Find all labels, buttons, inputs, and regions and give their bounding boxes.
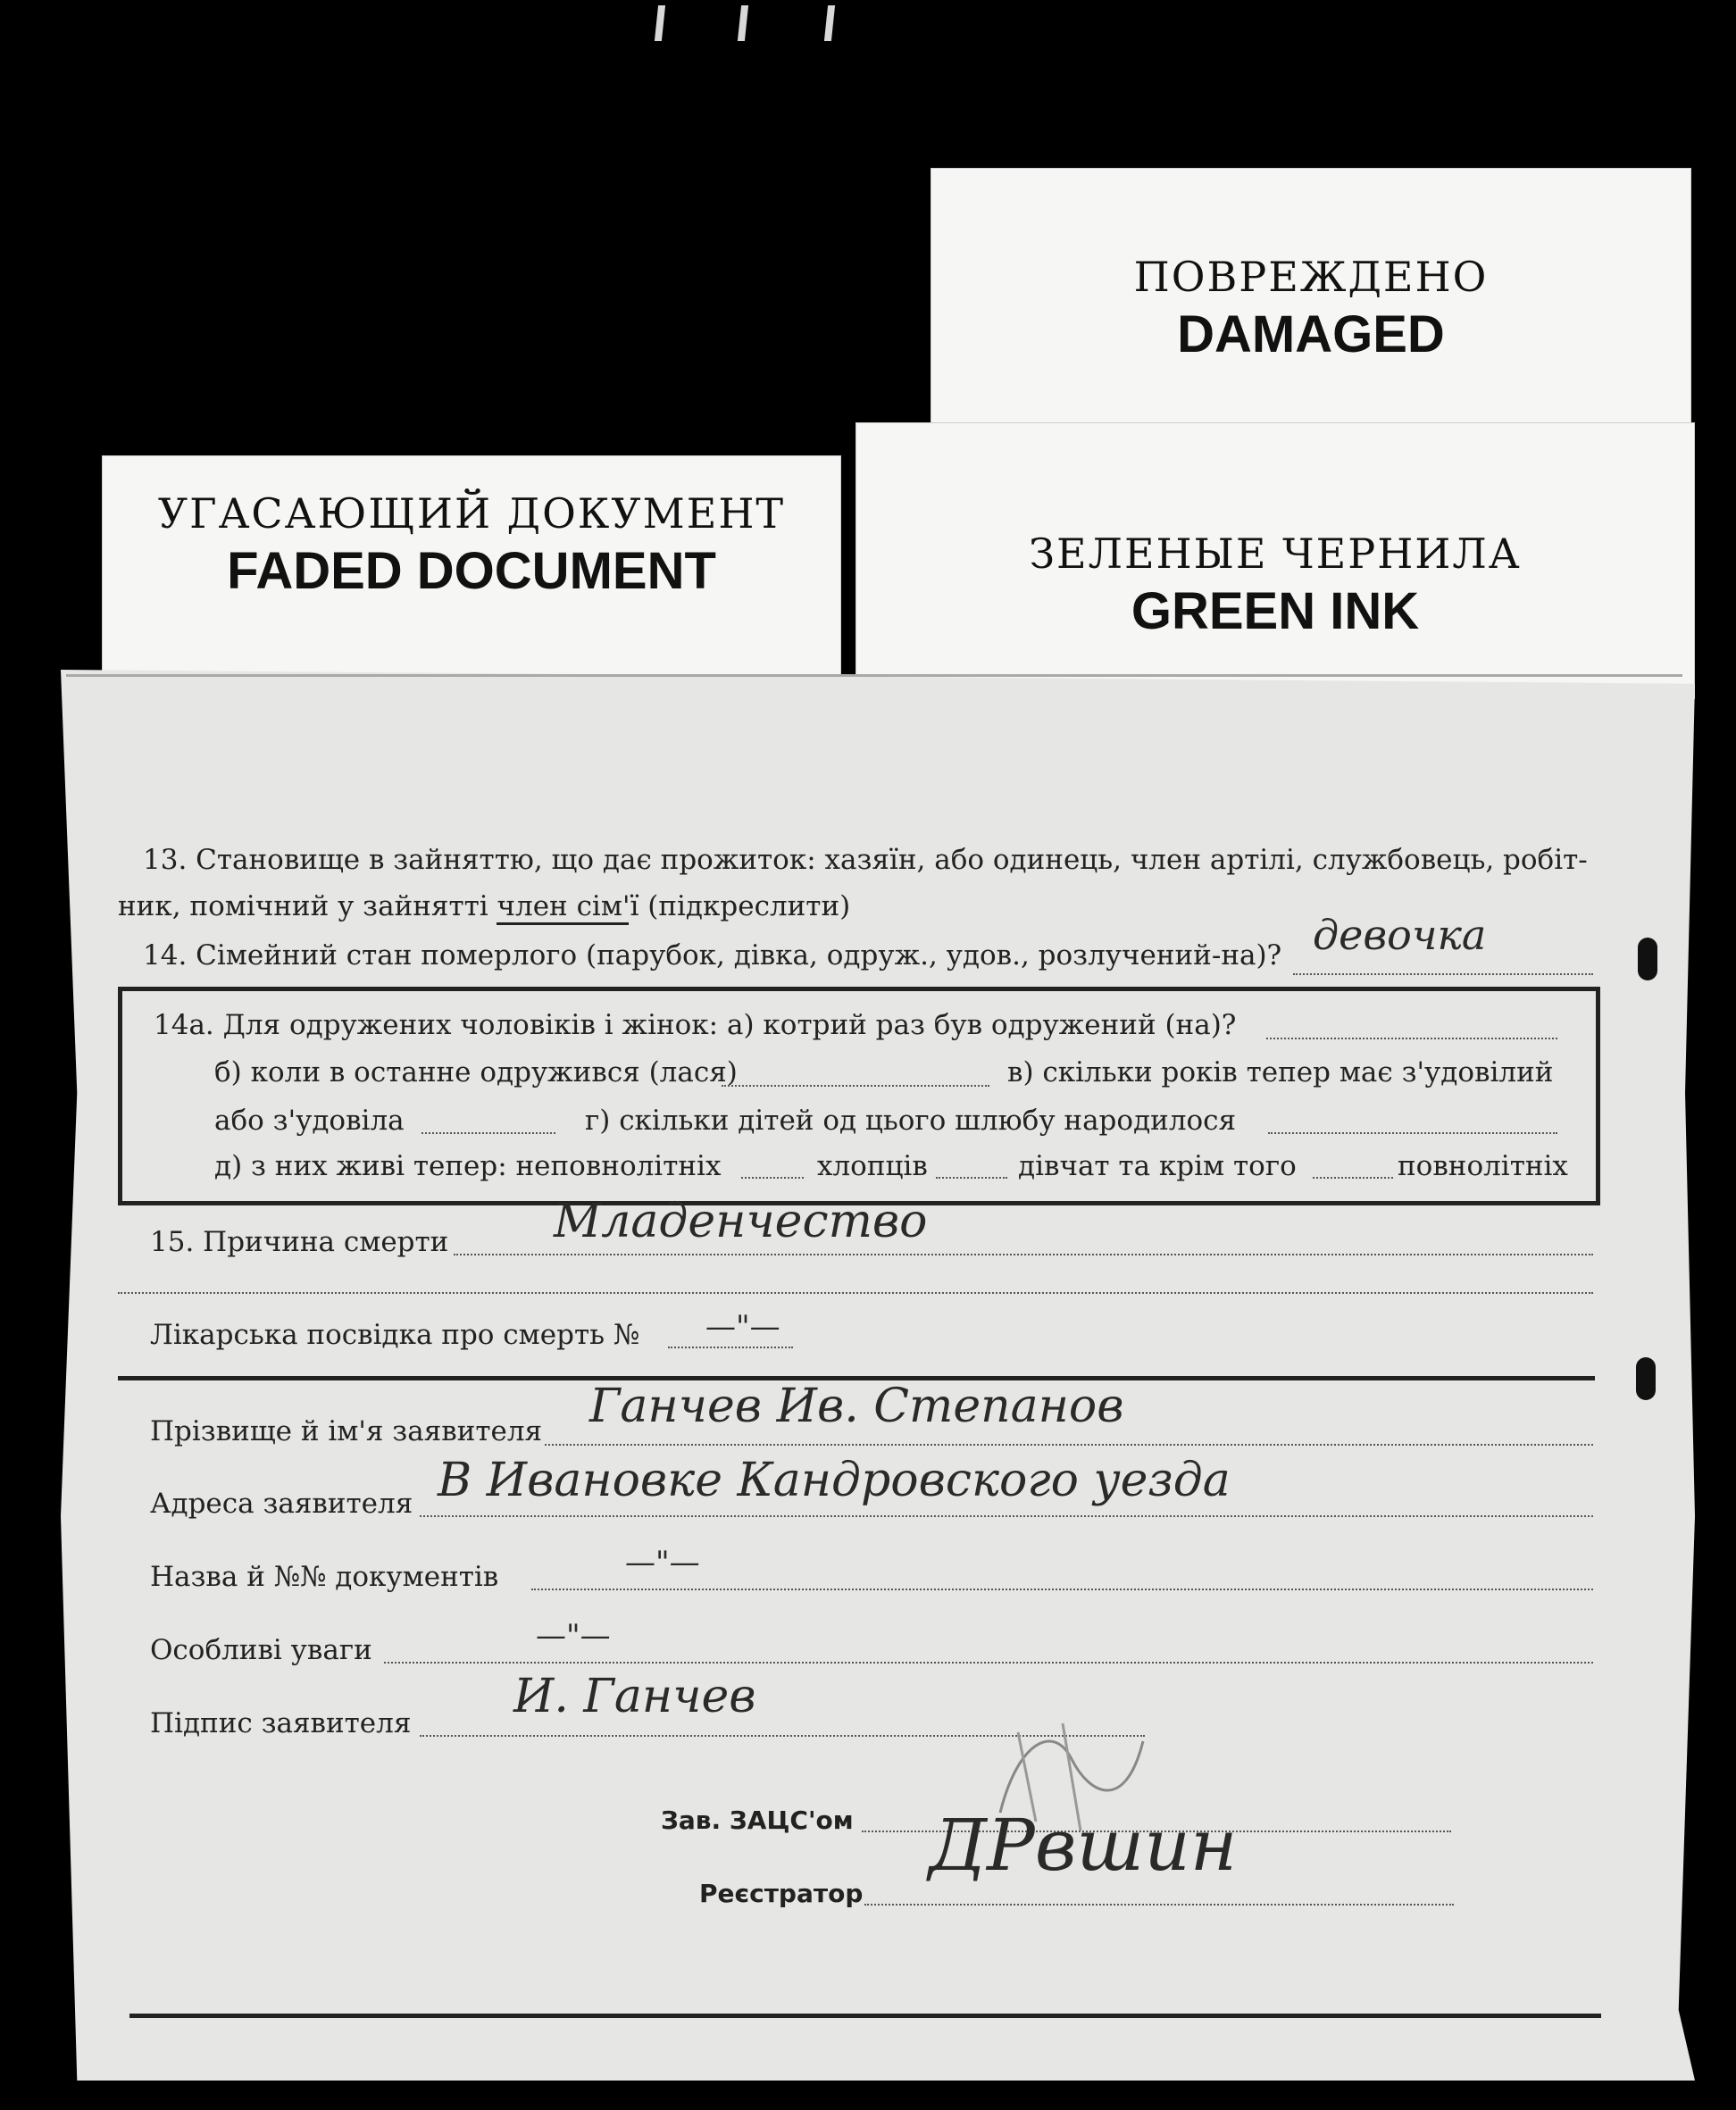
item-14a-dotted-4c [1313, 1177, 1393, 1179]
item-14a-dotted-1 [1266, 1038, 1557, 1039]
film-notch [824, 5, 835, 41]
green-ink-label-ru: ЗЕЛЕНЫЕ ЧЕРНИЛА [1029, 530, 1522, 578]
applicant-name-label: Прізвище й ім'я заявителя [150, 1415, 543, 1447]
faded-label-ru: УГАСАЮЩИЙ ДОКУМЕНТ [157, 489, 786, 538]
documents-label: Назва й №№ документів [150, 1561, 499, 1593]
item-14a-dotted-3a [421, 1132, 555, 1134]
item-14a-line-4d: повнолітніх [1398, 1150, 1568, 1182]
applicant-address-label: Адреса заявителя [150, 1488, 413, 1520]
film-notch [738, 5, 748, 41]
item-14a-line-3b: г) скільки дітей од цього шлюбу народилося [585, 1105, 1237, 1137]
item-14-dotted-line [1293, 973, 1593, 975]
documents-dotted [531, 1589, 1593, 1590]
item-14a-line-4a: д) з них живі тепер: неповнолітніх [214, 1150, 722, 1182]
item-14a-line-1: 14а. Для одружених чоловіків і жінок: а) котрий раз був одружений (на)? [154, 1009, 1237, 1041]
item-13-line-2: ник, помічний у зайнятті член сім'ї (підкреслити) [118, 890, 851, 922]
damaged-label-en: DAMAGED [1177, 305, 1445, 363]
certificate-handwritten-value: —"— [705, 1309, 780, 1345]
item-14a-dotted-3b [1268, 1132, 1557, 1134]
item-15-dotted-2 [118, 1292, 1593, 1294]
head-label: Зав. ЗАЦС'ом [661, 1806, 854, 1835]
item-14a-dotted-2 [722, 1085, 989, 1087]
item-14a-dotted-4b [936, 1177, 1007, 1179]
registrar-dotted [864, 1904, 1454, 1906]
green-ink-label-card [855, 422, 1695, 699]
certificate-label: Лікарська посвідка про смерть № [150, 1319, 640, 1351]
punch-hole [1638, 938, 1657, 980]
item-14a-line-4b: хлопців [817, 1150, 928, 1182]
documents-handwritten-value: —"— [625, 1545, 700, 1580]
item-15-dotted-1 [454, 1254, 1593, 1255]
item-14a-dotted-4a [741, 1177, 804, 1179]
remarks-dotted [384, 1662, 1593, 1664]
item-14a-line-2a: б) коли в останне одружився (лася) [214, 1056, 738, 1088]
certificate-dotted [668, 1347, 793, 1348]
applicant-address-dotted [420, 1515, 1593, 1517]
item-14-label: 14. Сімейний стан померлого (парубок, дівка, одруж., удов., розлучений-на)? [143, 939, 1282, 972]
signature-handwritten-value: И. Ганчев [513, 1670, 756, 1723]
green-ink-label-en: GREEN INK [1131, 582, 1420, 640]
faded-label-en: FADED DOCUMENT [227, 542, 716, 600]
applicant-name-handwritten-value: Ганчев Ив. Степанов [589, 1380, 1124, 1433]
applicant-name-dotted [545, 1444, 1593, 1446]
item-14-handwritten-value: девочка [1313, 911, 1487, 959]
damaged-label-card [931, 168, 1691, 436]
bottom-rule [129, 2014, 1601, 2018]
underline-member [497, 922, 629, 925]
item-13-line-1: 13. Становище в зайняттю, що дає прожиток: хазяїн, або одинець, член артілі, службовець, робіт- [143, 844, 1588, 876]
applicant-address-handwritten-value: В Ивановке Кандровского уезда [438, 1454, 1231, 1507]
item-14a-line-4c: дівчат та крім того [1018, 1150, 1297, 1182]
item-14a-line-2b: в) скільки років тепер має з'удовілий [1007, 1056, 1554, 1088]
form-top-edge [66, 674, 1682, 713]
item-15-handwritten-value: Младенчество [554, 1195, 928, 1248]
punch-hole [1636, 1357, 1656, 1400]
signature-label: Підпис заявителя [150, 1707, 412, 1739]
seal-scribble [982, 1706, 1161, 1848]
remarks-handwritten-value: —"— [536, 1618, 611, 1654]
item-14a-line-3a: або з'удовіла [214, 1105, 405, 1137]
remarks-label: Особливі уваги [150, 1634, 372, 1666]
damaged-label-ru: ПОВРЕЖДЕНО [1133, 253, 1489, 301]
registrar-label: Реєстратор [699, 1879, 864, 1908]
death-record-form [61, 670, 1695, 2081]
faded-label-card [102, 455, 841, 696]
film-notch [655, 5, 665, 41]
registrar-signature: ДРвшин [929, 1804, 1238, 1887]
item-15-label: 15. Причина смерти [150, 1226, 449, 1258]
